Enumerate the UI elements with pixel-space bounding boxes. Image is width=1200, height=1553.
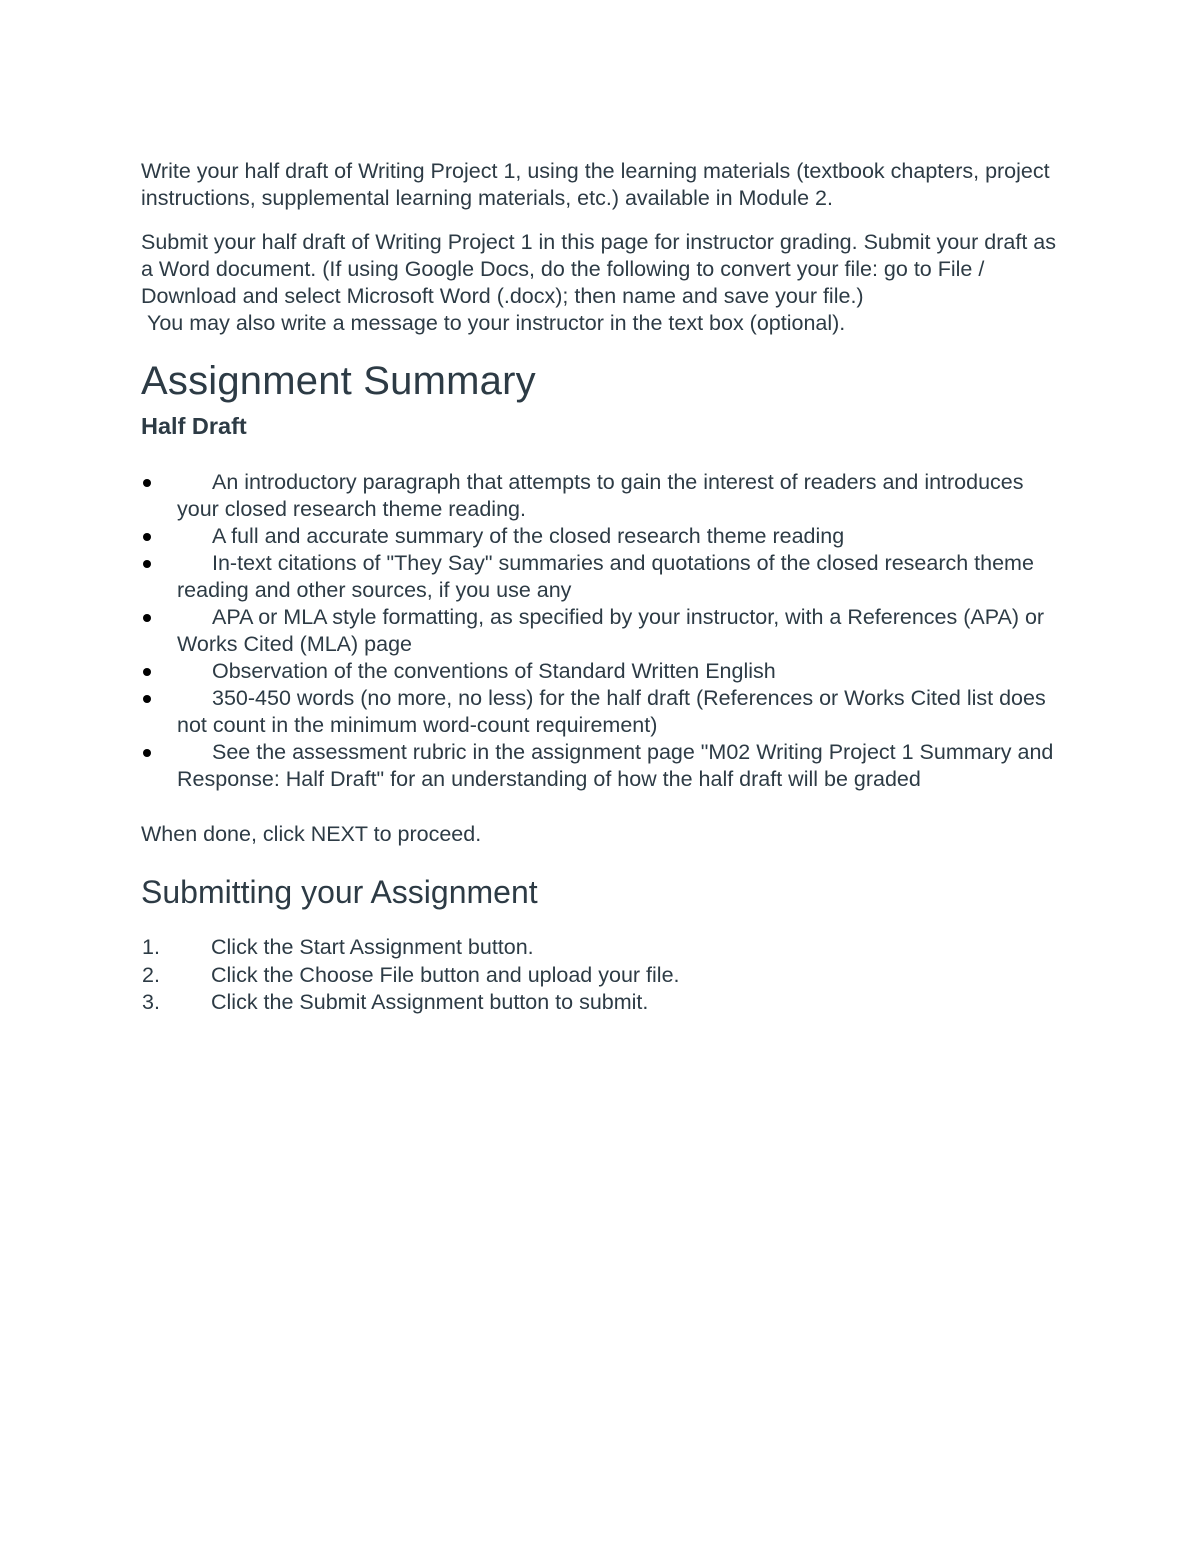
- assignment-summary-heading: Assignment Summary: [141, 359, 536, 403]
- list-item: [141, 523, 1066, 550]
- list-item: [141, 604, 1066, 658]
- list-item: [141, 962, 1066, 990]
- list-item-text: 350-450 words (no more, no less) for the half draft (References or Works Cited list does not count in the minimum word-count requirement): [177, 686, 1046, 737]
- list-item-text: A full and accurate summary of the closed research theme reading: [212, 524, 845, 548]
- bullet-icon: [143, 614, 151, 622]
- list-item-text: An introductory paragraph that attempts to gain the interest of readers and introduces your closed research theme reading.: [177, 470, 1024, 521]
- list-item-text: See the assessment rubric in the assignment page "M02 Writing Project 1 Summary and Response: Half Draft" for an understanding of how the half draft will be graded: [177, 740, 1054, 791]
- step-number: 2.: [142, 962, 160, 987]
- document-page: [141, 158, 1066, 1017]
- list-item-text: APA or MLA style formatting, as specified by your instructor, with a References (APA) or Works Cited (MLA) page: [177, 605, 1045, 656]
- list-item: [141, 550, 1066, 604]
- bullet-icon: [143, 533, 151, 541]
- list-item: [141, 658, 1066, 685]
- bullet-icon: [143, 668, 151, 676]
- list-item: [141, 739, 1066, 793]
- intro-paragraph-1: Write your half draft of Writing Project 1, using the learning materials (textbook chapters, project instructions, supplemental learning materials, etc.) available in Module 2.: [141, 159, 1056, 210]
- list-item: [141, 469, 1066, 523]
- step-number: 1.: [142, 935, 160, 959]
- submitting-heading: Submitting your Assignment: [141, 874, 538, 910]
- list-item: [141, 989, 1066, 1017]
- bullet-icon: [143, 560, 151, 568]
- step-text: Click the Choose File button and upload your file.: [211, 962, 680, 987]
- step-text: Click the Submit Assignment button to submit.: [211, 990, 649, 1014]
- bullet-icon: [143, 749, 151, 757]
- intro-paragraph-2-text: Submit your half draft of Writing Project 1 in this page for instructor grading. Submit your draft as a Word document. (If using Google Docs, do the following to convert your file: go to File / Download and select Microsoft Word (.docx); then name and save your file.): [141, 230, 1062, 308]
- closing-instruction: When done, click NEXT to proceed.: [141, 822, 482, 846]
- list-item-text: In-text citations of "They Say" summaries and quotations of the closed research theme reading and other sources, if you use any: [177, 551, 1034, 602]
- intro-paragraph-2: [141, 229, 1066, 337]
- list-item-text: Observation of the conventions of Standard Written English: [212, 659, 776, 683]
- list-item: [141, 685, 1066, 739]
- bullet-icon: [143, 695, 151, 703]
- step-text: Click the Start Assignment button.: [211, 935, 534, 959]
- intro-paragraph-2-note: You may also write a message to your instructor in the text box (optional).: [141, 311, 846, 335]
- submission-steps-list: [141, 934, 1066, 1017]
- list-item: [141, 934, 1066, 962]
- half-draft-subheading: Half Draft: [141, 413, 247, 439]
- step-number: 3.: [142, 990, 160, 1014]
- bullet-icon: [143, 479, 151, 487]
- requirements-list: [141, 469, 1066, 793]
